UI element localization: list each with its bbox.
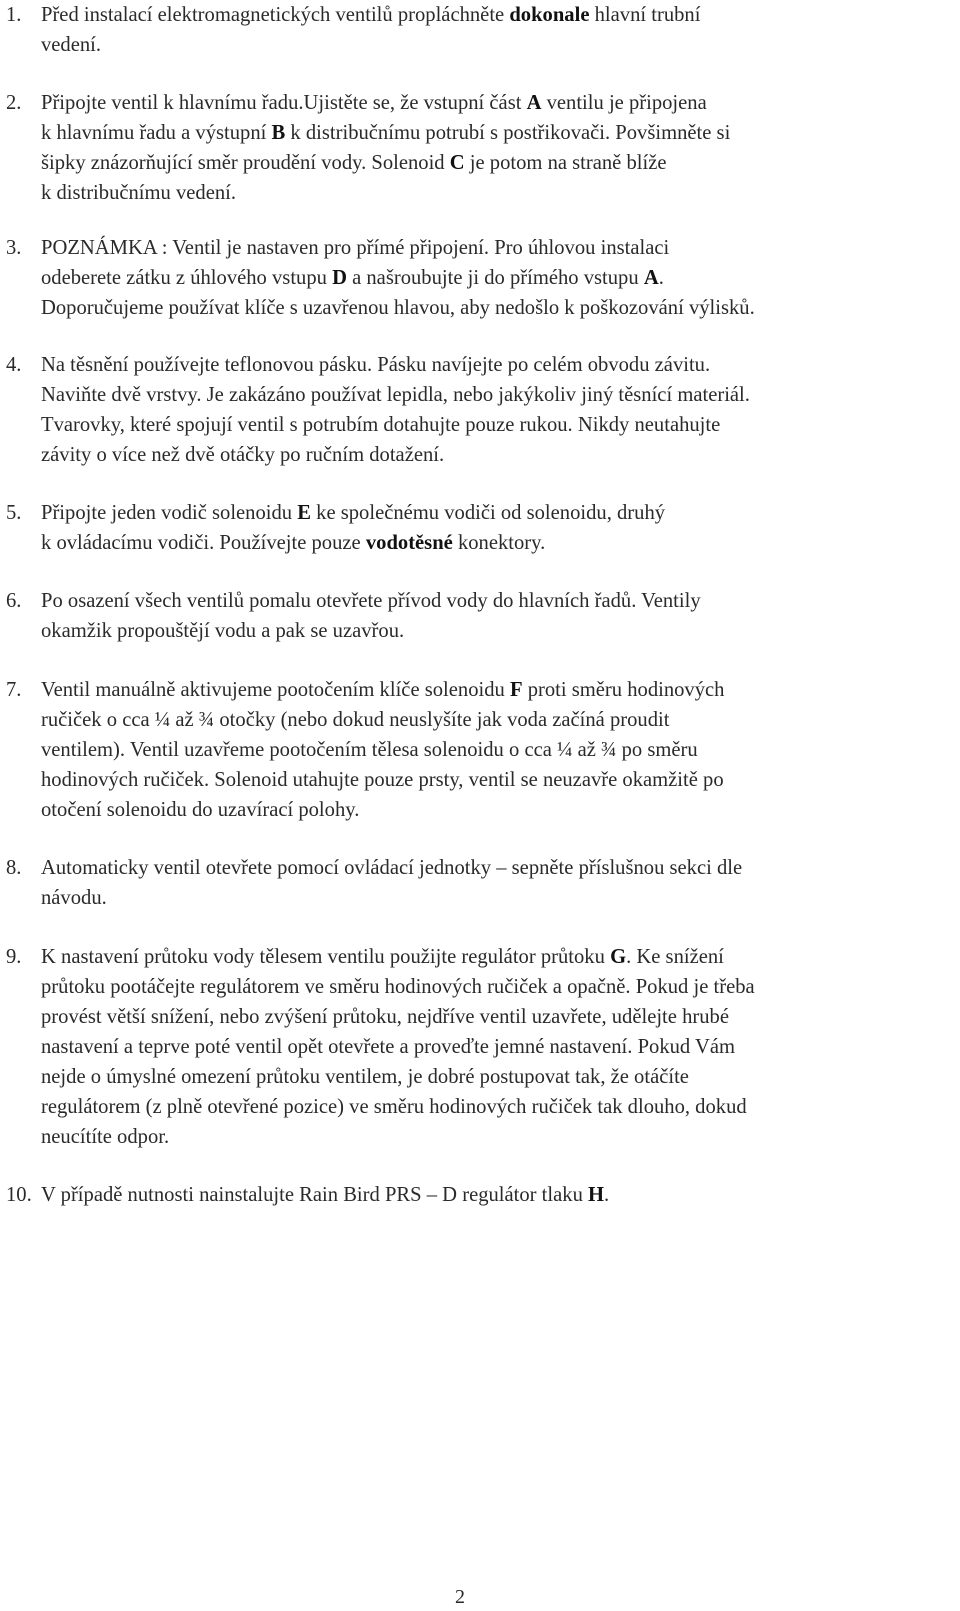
text-segment: k hlavnímu řadu a výstupní (41, 122, 272, 144)
text-line (41, 1092, 956, 1122)
bold-text: dokonale (509, 4, 590, 26)
item-text (41, 675, 956, 825)
text-segment: odeberete zátku z úhlového vstupu (41, 267, 333, 289)
item-text (41, 88, 956, 208)
text-line (41, 735, 956, 765)
text-segment: Připojte jeden vodič solenoidu (41, 502, 298, 524)
text-line (41, 795, 956, 825)
bold-text: vodotěsné (365, 532, 453, 554)
text-segment: neucítíte odpor. (41, 1126, 170, 1148)
item-text (41, 233, 956, 323)
text-segment: konektory. (452, 532, 546, 554)
text-line (41, 765, 956, 795)
text-segment: Doporučujeme používat klíče s uzavřenou hlavou, aby nedošlo k poškozování výlisků. (41, 297, 755, 319)
text-segment: K nastavení průtoku vody tělesem ventilu použijte regulátor průtoku (41, 946, 611, 968)
text-segment: ručiček o cca ¼ až ¾ otočky (nebo dokud neuslyšíte jak voda začíná proudit (41, 709, 670, 731)
text-segment: nejde o úmyslné omezení průtoku ventilem, je dobré postupovat tak, že otáčíte (41, 1066, 689, 1088)
text-line (41, 440, 956, 470)
text-line (41, 410, 956, 440)
item-number: 8. (6, 857, 22, 879)
item-number: 7. (6, 679, 22, 701)
text-line (41, 853, 956, 883)
text-line (41, 1002, 956, 1032)
item-number: 3. (6, 237, 22, 259)
text-line (41, 0, 956, 30)
text-segment: V případě nutnosti nainstalujte Rain Bird PRS – D regulátor tlaku (41, 1184, 589, 1206)
text-segment: otočení solenoidu do uzavírací polohy. (41, 799, 360, 821)
text-line (41, 1180, 956, 1210)
text-line (41, 148, 956, 178)
text-line (41, 498, 956, 528)
text-segment: návodu. (41, 887, 107, 909)
item-number: 9. (6, 946, 22, 968)
item-number: 6. (6, 590, 22, 612)
item-text (41, 0, 956, 60)
text-segment: hodinových ručiček. Solenoid utahujte pouze prsty, ventil se neuzavře okamžitě po (41, 769, 724, 791)
bold-text: H (588, 1184, 605, 1206)
text-segment: regulátorem (z plně otevřené pozice) ve směru hodinových ručiček tak dlouho, dokud (41, 1096, 747, 1118)
text-line (41, 178, 956, 208)
text-segment: Tvarovky, které spojují ventil s potrubím dotahujte pouze rukou. Nikdy neutahujte (41, 414, 721, 436)
bold-text: A (643, 267, 659, 289)
text-segment: a našroubujte ji do přímého vstupu (346, 267, 644, 289)
text-segment: provést větší snížení, nebo zvýšení průtoku, nejdříve ventil uzavřete, udělejte hrubé (41, 1006, 729, 1028)
text-line (41, 1062, 956, 1092)
item-text (41, 942, 956, 1152)
text-segment: hlavní trubní (589, 4, 701, 26)
item-number: 2. (6, 92, 22, 114)
text-segment: průtoku pootáčejte regulátorem ve směru hodinových ručiček a opačně. Pokud je třeba (41, 976, 755, 998)
text-line (41, 972, 956, 1002)
text-segment: k distribučnímu potrubí s postřikovači. Povšimněte si (285, 122, 731, 144)
item-text (41, 1180, 956, 1210)
bold-text: F (509, 679, 523, 701)
item-text (41, 350, 956, 470)
text-line (41, 616, 956, 646)
text-line (41, 30, 956, 60)
text-line (41, 675, 956, 705)
text-segment: Naviňte dvě vrstvy. Je zakázáno používat lepidla, nebo jakýkoliv jiný těsnící materiál. (41, 384, 750, 406)
text-segment: proti směru hodinových (522, 679, 725, 701)
text-line (41, 883, 956, 913)
item-number: 5. (6, 502, 22, 524)
text-segment: Ventil manuálně aktivujeme pootočením klíče solenoidu (41, 679, 510, 701)
bold-text: E (297, 502, 311, 524)
text-line (41, 233, 956, 263)
bold-text: G (610, 946, 627, 968)
item-number: 4. (6, 354, 22, 376)
text-segment: . (604, 1184, 610, 1206)
bold-text: D (332, 267, 347, 289)
bold-text: C (449, 152, 465, 174)
text-line (41, 350, 956, 380)
text-line (41, 942, 956, 972)
text-segment: Automaticky ventil otevřete pomocí ovládací jednotky – sepněte příslušnou sekci dle (41, 857, 743, 879)
bold-text: B (271, 122, 286, 144)
text-segment: vedení. (41, 34, 102, 56)
text-segment: k ovládacímu vodiči. Používejte pouze (41, 532, 366, 554)
item-text (41, 498, 956, 558)
text-segment: . Ke snížení (626, 946, 724, 968)
text-segment: ventilem). Ventil uzavřeme pootočením tělesa solenoidu o cca ¼ až ¾ po směru (41, 739, 698, 761)
item-text (41, 586, 956, 646)
text-line (41, 263, 956, 293)
text-segment: ventilu je připojena (541, 92, 707, 114)
text-line (41, 528, 956, 558)
text-line (41, 293, 956, 323)
item-number: 10. (6, 1184, 32, 1206)
text-segment: k distribučnímu vedení. (41, 182, 237, 204)
text-line (41, 380, 956, 410)
text-line (41, 1122, 956, 1152)
text-segment: Na těsnění používejte teflonovou pásku. Pásku navíjejte po celém obvodu závitu. (41, 354, 711, 376)
text-line (41, 118, 956, 148)
page-number: 2 (455, 1586, 465, 1608)
bold-text: A (526, 92, 542, 114)
text-segment: POZNÁMKA : Ventil je nastaven pro přímé připojení. Pro úhlovou instalaci (41, 237, 670, 259)
text-segment: šipky znázorňující směr proudění vody. Solenoid (41, 152, 450, 174)
text-segment: ke společnému vodiči od solenoidu, druhý (311, 502, 666, 524)
text-segment: Před instalací elektromagnetických ventilů propláchněte (41, 4, 510, 26)
text-segment: Po osazení všech ventilů pomalu otevřete přívod vody do hlavních řadů. Ventily (41, 590, 701, 612)
text-segment: . (658, 267, 664, 289)
text-segment: závity o více než dvě otáčky po ručním dotažení. (41, 444, 445, 466)
text-segment: je potom na straně blíže (464, 152, 667, 174)
text-line (41, 705, 956, 735)
text-segment: nastavení a teprve poté ventil opět otevřete a proveďte jemné nastavení. Pokud Vám (41, 1036, 736, 1058)
text-segment: okamžik propouštějí vodu a pak se uzavřou. (41, 620, 405, 642)
text-line (41, 1032, 956, 1062)
text-line (41, 586, 956, 616)
item-number: 1. (6, 4, 22, 26)
item-text (41, 853, 956, 913)
text-line (41, 88, 956, 118)
text-segment: Připojte ventil k hlavnímu řadu.Ujistěte se, že vstupní část (41, 92, 527, 114)
